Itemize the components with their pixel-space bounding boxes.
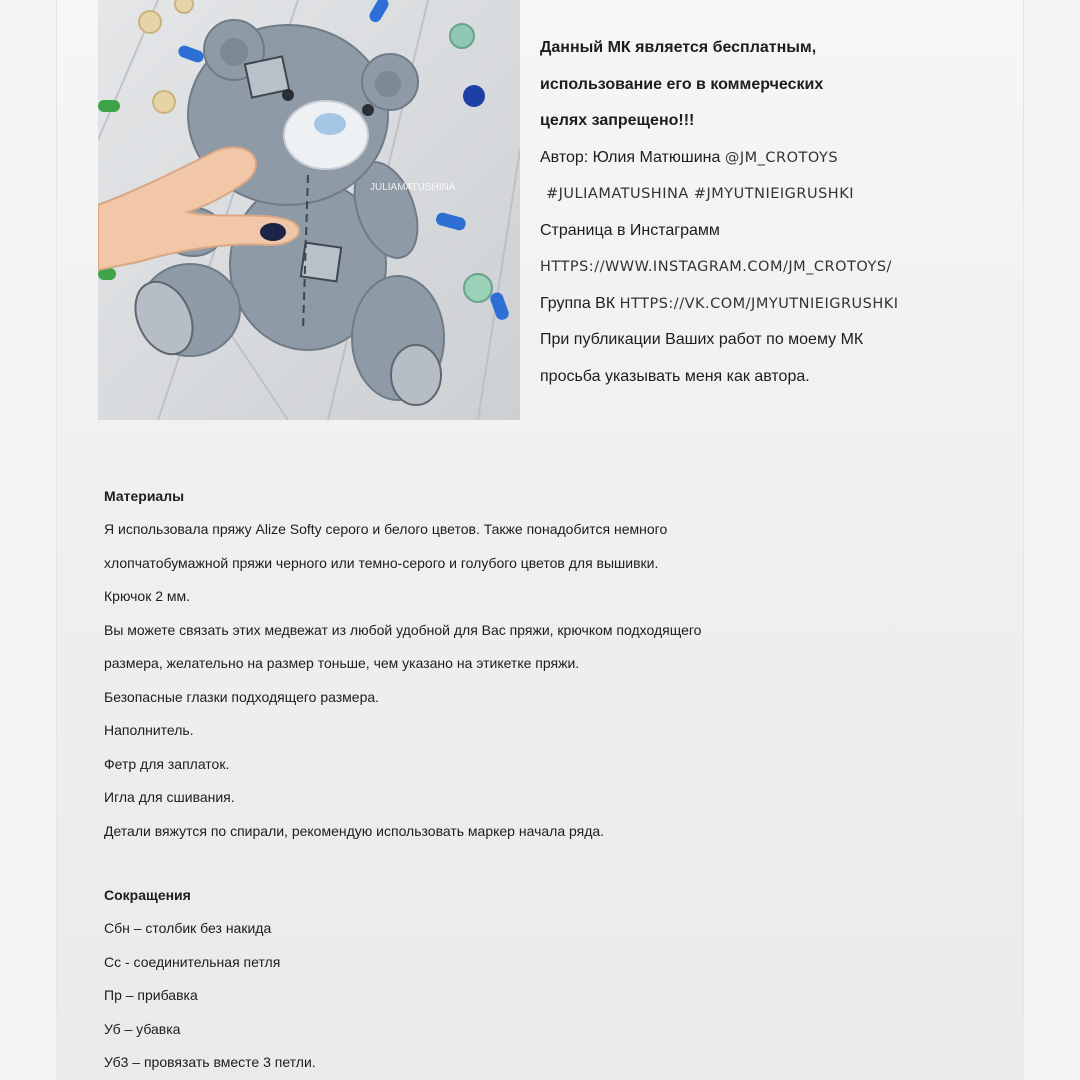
materials-line: Крючок 2 мм. [104, 588, 191, 604]
hashtags[interactable]: #JULIAMATUSHINA #JMYUTNIEIGRUSHKI [546, 186, 854, 202]
author-line [540, 140, 1010, 177]
vk-line [540, 286, 1010, 323]
teddy-bear-photo [98, 0, 520, 420]
intro-block [540, 30, 1010, 395]
free-notice-line-2: использование его в коммерческих [540, 75, 824, 93]
instagram-label: Страница в Инстаграмм [540, 221, 720, 239]
author-name: Юлия Матюшина [592, 148, 721, 166]
materials-line: хлопчатобумажной пряжи черного или темно-серого и голубого цветов для вышивки. [104, 554, 659, 571]
materials-line: размера, желательно на размер тоньше, чем указано на этикетке пряжи. [104, 655, 580, 671]
vk-label: Группа ВК [540, 294, 616, 312]
vk-link[interactable]: HTTPS://VK.COM/JMYUTNIEIGRUSHKI [619, 295, 899, 312]
abbreviation-item: Уб – убавка [104, 1020, 181, 1037]
abbreviations-heading: Сокращения [104, 887, 191, 903]
free-notice-line-1: Данный МК является бесплатным, [540, 39, 817, 56]
abbreviation-item: Сс - соединительная петля [104, 953, 281, 970]
abbreviation-item: Уб3 – провязать вместе 3 петли. [104, 1054, 316, 1070]
materials-line: Вы можете связать этих медвежат из любой удобной для Вас пряжи, крючком подходящего [104, 621, 702, 638]
abbreviation-item: Сбн – столбик без накида [104, 920, 272, 936]
free-notice-line-3: целях запрещено!!! [540, 112, 695, 129]
credit-request-line-1: При публикации Ваших работ по моему МК [540, 331, 864, 348]
instagram-link[interactable]: HTTPS://WWW.INSTAGRAM.COM/JM_CROTOYS/ [540, 259, 892, 275]
abbreviations-section [104, 879, 1004, 1080]
author-label: Автор: [540, 148, 589, 166]
abbreviation-item: Пр – прибавка [104, 987, 198, 1003]
materials-line: Фетр для заплаток. [104, 755, 230, 772]
author-handle[interactable]: @JM_CROTOYS [724, 149, 839, 166]
materials-line: Игла для сшивания. [104, 789, 235, 805]
credit-request-line-2: просьба указывать меня как автора. [540, 367, 810, 385]
teddy-bear-illustration [98, 0, 520, 420]
materials-heading: Материалы [104, 488, 185, 504]
materials-line: Детали вяжутся по спирали, рекомендую использовать маркер начала ряда. [104, 822, 605, 839]
materials-line: Безопасные глазки подходящего размера. [104, 688, 380, 705]
materials-section [104, 480, 1004, 848]
materials-line: Наполнитель. [104, 722, 194, 738]
materials-line: Я использовала пряжу Alize Softy серого и белого цветов. Также понадобится немного [104, 521, 668, 537]
photo-watermark: JULIAMATUSHINA [370, 182, 456, 193]
